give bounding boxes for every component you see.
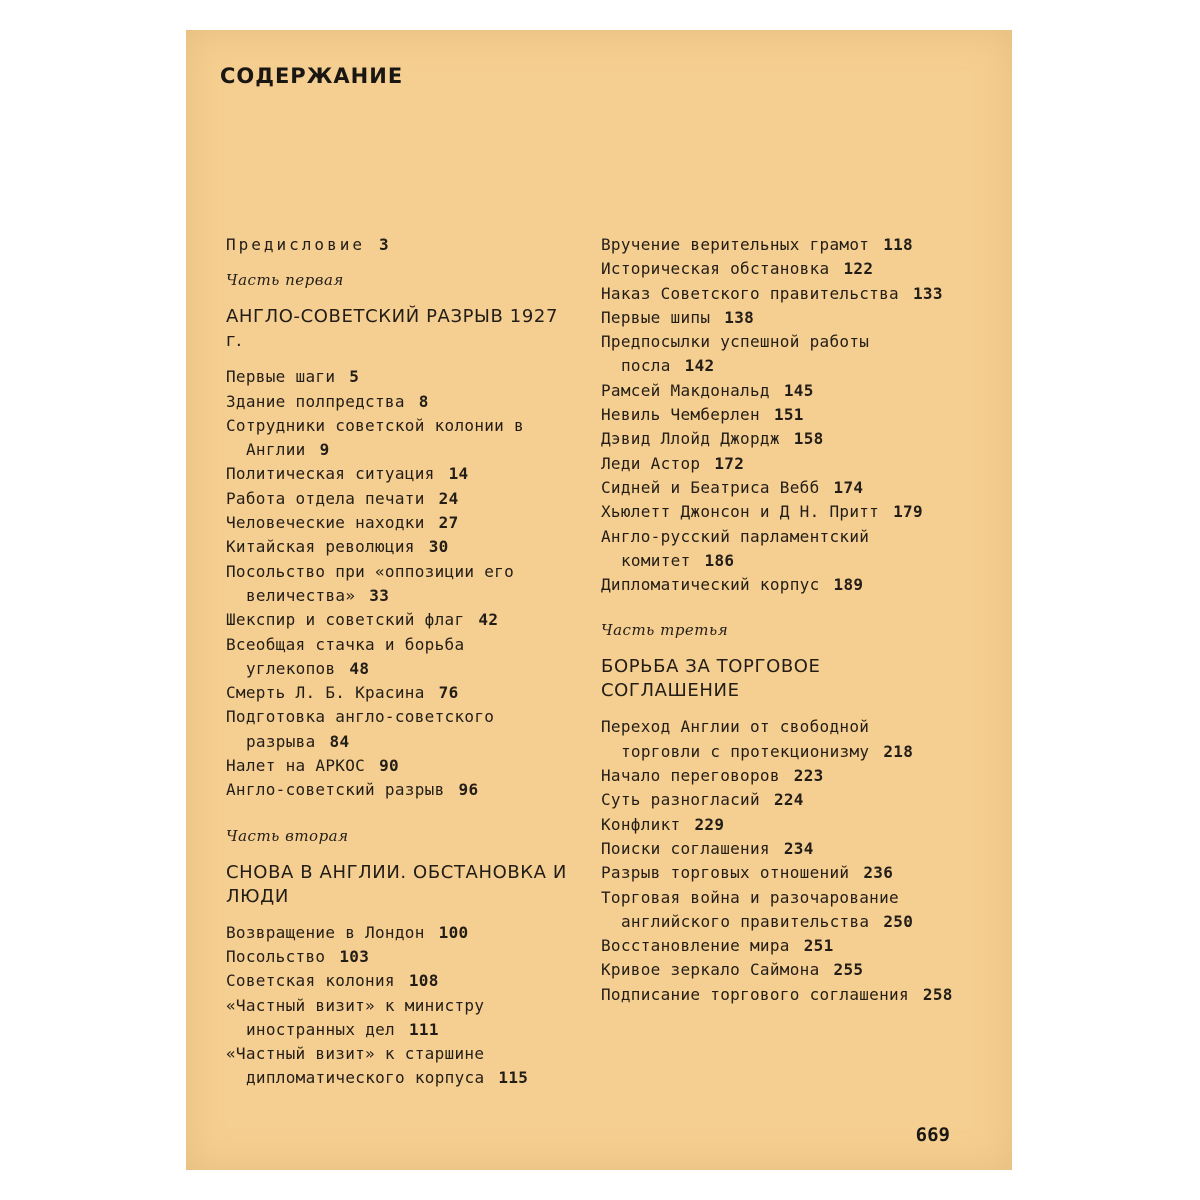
part-title: БОРЬБА ЗА ТОРГОВОЕ СОГЛАШЕНИЕ: [601, 656, 821, 702]
left-column: [226, 233, 576, 1091]
toc-entry: [226, 633, 576, 682]
entry-title: Посольство: [226, 946, 326, 966]
entry-title: «Частный визит» к старшине дипломатического корпуса: [226, 1044, 485, 1088]
entry-page: 33: [369, 585, 390, 605]
page-number: 669: [915, 1124, 950, 1146]
part-label: Часть вторая: [226, 826, 349, 845]
entry-page: 100: [438, 922, 469, 942]
entry-page: 223: [793, 766, 824, 786]
toc-entry: [226, 390, 576, 414]
entry-page: 251: [803, 936, 834, 956]
entry-title: Здание полпредства: [226, 391, 405, 411]
toc-entry: [226, 365, 576, 389]
entry-page: 158: [793, 429, 824, 449]
entry-page: 218: [883, 741, 914, 761]
entry-title: Китайская революция: [226, 537, 415, 557]
toc-entry: [226, 511, 576, 535]
toc-entry: [601, 427, 956, 451]
toc-entry: [601, 476, 956, 500]
toc-entry: [226, 535, 576, 559]
entry-title: «Частный визит» к министру иностранных дел: [226, 995, 485, 1039]
toc-entry: [601, 403, 956, 427]
toc-entry: [601, 525, 956, 574]
entry-title: Суть разногласий: [601, 790, 760, 810]
part-label: Часть третья: [601, 621, 729, 640]
toc-entry: [226, 487, 576, 511]
toc-entry: [226, 754, 576, 778]
toc-entry: [601, 282, 956, 306]
toc-entry: [226, 945, 576, 969]
entry-page: 145: [783, 380, 814, 400]
entry-title: Смерть Л. Б. Красина: [226, 683, 425, 703]
spacer: [601, 597, 956, 607]
toc-entry: [226, 608, 576, 632]
entry-page: 174: [833, 477, 864, 497]
entry-page: 234: [783, 838, 814, 858]
entry-title: Политическая ситуация: [226, 464, 435, 484]
entry-page: 250: [883, 911, 914, 931]
entry-title: Переход Англии от свободной торговли с протекционизму: [601, 717, 870, 761]
toc-entry: [601, 306, 956, 330]
toc-entry: [601, 837, 956, 861]
part-title: СНОВА В АНГЛИИ. ОБСТАНОВКА И ЛЮДИ: [226, 861, 567, 907]
entry-page: 179: [893, 502, 923, 522]
entry-page: 5: [349, 367, 360, 387]
spacer: [226, 803, 576, 813]
book-page: [186, 30, 1012, 1170]
entry-page: 224: [773, 790, 804, 810]
entry-title: Англо-русский парламентский комитет: [601, 526, 870, 570]
entry-page: 172: [714, 453, 745, 473]
toc-entry: [601, 983, 956, 1007]
entry-title: Наказ Советского правительства: [601, 283, 899, 303]
toc-entry: [601, 715, 956, 764]
entry-page: 151: [773, 405, 804, 425]
entry-title: Разрыв торговых отношений: [601, 863, 850, 883]
entry-title: Работа отдела печати: [226, 488, 425, 508]
entry-page: 42: [478, 610, 499, 630]
toc-entry: [601, 330, 956, 379]
toc-entry: [601, 233, 956, 257]
toc-entry: [601, 861, 956, 885]
toc-list: [601, 233, 956, 597]
toc-entry: [226, 681, 576, 705]
entry-title: Подписание торгового соглашения: [601, 984, 909, 1004]
toc-entry: [226, 994, 576, 1043]
entry-page: 9: [319, 440, 330, 460]
entry-page: 90: [379, 756, 399, 776]
entry-page: 115: [498, 1068, 529, 1088]
entry-title: Историческая обстановка: [601, 259, 830, 279]
entry-title: Первые шаги: [226, 367, 336, 387]
toc-entry: [226, 921, 576, 945]
toc-entry: [226, 778, 576, 802]
entry-title: Дэвид Ллойд Джордж: [601, 429, 780, 449]
entry-title: Сидней и Беатриса Вебб: [601, 477, 820, 497]
toc-entry: [601, 958, 956, 982]
entry-page: 258: [922, 984, 953, 1004]
toc-entry-preface: [226, 233, 576, 257]
entry-title: Поиски соглашения: [601, 838, 770, 858]
entry-title: Налет на АРКОС: [226, 756, 366, 776]
toc-entry: [601, 452, 956, 476]
toc-entry: [226, 705, 576, 754]
entry-title: Возвращение в Лондон: [226, 922, 425, 942]
entry-title: Советская колония: [226, 971, 395, 991]
toc-entry: [226, 969, 576, 993]
entry-page: 122: [843, 259, 874, 279]
toc-entry: [601, 257, 956, 281]
toc-entry: [601, 764, 956, 788]
entry-title: Первые шипы: [601, 307, 711, 327]
entry-title: Предисловие: [226, 235, 365, 254]
toc-entry: [601, 934, 956, 958]
entry-page: 229: [694, 814, 725, 834]
entry-page: 3: [378, 235, 392, 254]
toc-entry: [601, 788, 956, 812]
toc-entry: [226, 414, 576, 463]
entry-page: 76: [438, 683, 459, 703]
toc-list: [226, 365, 576, 802]
entry-title: Дипломатический корпус: [601, 575, 820, 595]
entry-page: 133: [912, 283, 943, 303]
entry-title: Торговая война и разочарование английского правительства: [601, 887, 899, 931]
entry-page: 236: [863, 863, 894, 883]
toc-entry: [601, 813, 956, 837]
entry-title: Подготовка англо-советского разрыва: [226, 707, 495, 751]
entry-page: 138: [724, 307, 755, 327]
entry-page: 96: [458, 780, 479, 800]
part-title: АНГЛО-СОВЕТСКИЙ РАЗРЫВ 1927 г.: [226, 306, 558, 352]
entry-title: Леди Астор: [601, 453, 701, 473]
entry-page: 186: [704, 550, 735, 570]
toc-entry: [601, 500, 956, 524]
entry-title: Начало переговоров: [601, 766, 780, 786]
entry-title: Кривое зеркало Саймона: [601, 960, 820, 980]
entry-page: 255: [833, 960, 864, 980]
toc-entry: [601, 573, 956, 597]
page-heading: СОДЕРЖАНИЕ: [220, 64, 404, 88]
entry-title: Человеческие находки: [226, 513, 425, 533]
entry-title: Хьюлетт Джонсон и Д Н. Притт: [601, 502, 880, 522]
entry-page: 118: [883, 235, 913, 254]
toc-entry: [601, 379, 956, 403]
entry-title: Конфликт: [601, 814, 681, 834]
toc-list: [601, 715, 956, 1007]
entry-title: Восстановление мира: [601, 936, 790, 956]
entry-page: 24: [438, 488, 459, 508]
toc-list: [226, 921, 576, 1091]
entry-title: Шекспир и советский флаг: [226, 610, 465, 630]
entry-title: Невиль Чемберлен: [601, 405, 760, 425]
entry-page: 111: [409, 1019, 439, 1039]
entry-page: 27: [438, 513, 459, 533]
toc-entry: [601, 886, 956, 935]
toc-entry: [226, 462, 576, 486]
entry-page: 103: [339, 946, 370, 966]
entry-title: Сотрудники советской колонии в Англии: [226, 415, 524, 460]
entry-title: Рамсей Макдональд: [601, 380, 770, 400]
right-column: [601, 233, 956, 1007]
entry-title: Вручение верительных грамот: [601, 235, 870, 254]
entry-page: 30: [428, 537, 449, 557]
entry-page: 108: [408, 971, 439, 991]
part-label: Часть первая: [226, 271, 344, 290]
entry-page: 14: [448, 464, 469, 484]
entry-title: Всеобщая стачка и борьба углекопов: [226, 634, 465, 678]
entry-page: 189: [833, 575, 864, 595]
entry-page: 142: [684, 356, 715, 376]
toc-entry: [226, 1042, 576, 1091]
entry-page: 48: [349, 658, 370, 678]
entry-title: Англо-советский разрыв: [226, 780, 445, 800]
entry-page: 8: [418, 391, 429, 411]
entry-title: Предпосылки успешной работы посла: [601, 332, 870, 376]
toc-entry: [226, 560, 576, 609]
entry-title: Посольство при «оппозиции его величества»: [226, 561, 515, 605]
entry-page: 84: [329, 731, 350, 751]
